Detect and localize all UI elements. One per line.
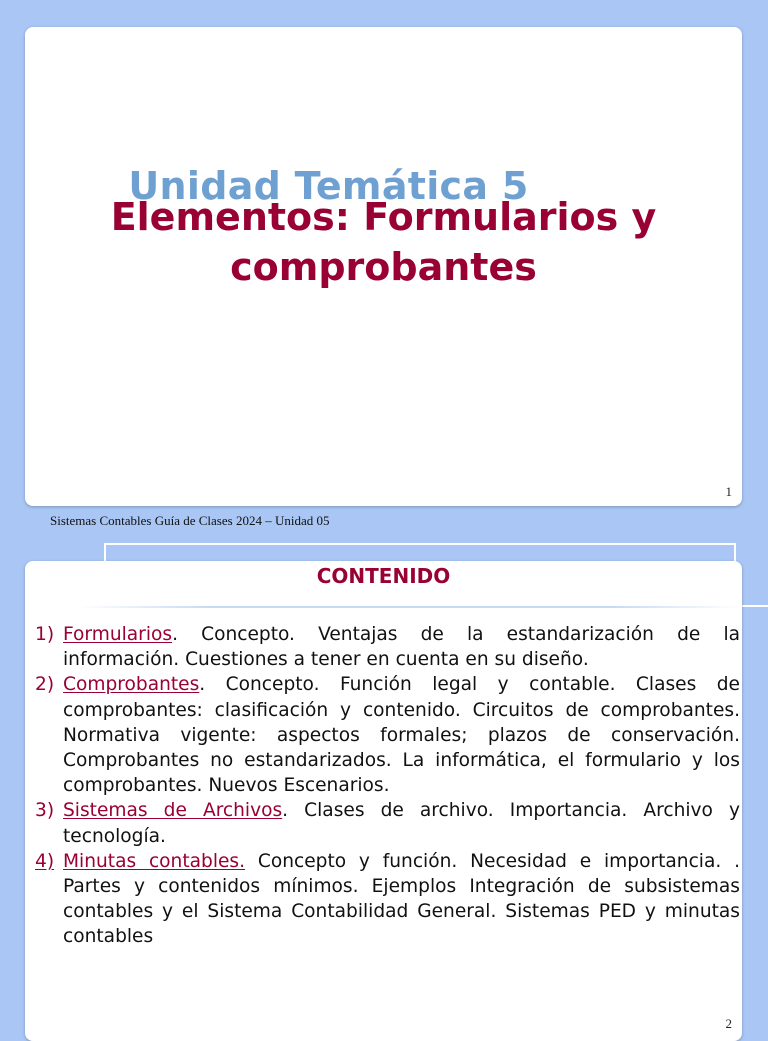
item-text: . Concepto. Ventajas de la estandarización de la información. Cuestiones a tener en cuenta en su diseño.	[63, 624, 740, 671]
item-text: Concepto y función. Necesidad e importancia. . Partes y contenidos mínimos. Ejemplos Integración de subsistemas contables y el Sistema Contabilidad General. Sistemas PED y minutas contables	[63, 850, 740, 948]
contenido-heading: CONTENIDO	[316, 564, 451, 588]
link-sistemas-de-archivos[interactable]: Sistemas de Archivos	[63, 800, 283, 822]
unit-subtitle	[25, 192, 742, 292]
footer-text: Sistemas Contables Guía de Clases 2024 – Unidad 05	[50, 513, 330, 528]
unit-subtitle-text: Elementos: Formularios y comprobantes	[110, 195, 657, 289]
item-text: . Clases de archivo. Importancia. Archivo y tecnología.	[63, 800, 740, 847]
slide-2	[25, 561, 742, 1041]
rule-extension	[742, 605, 768, 607]
item-number: 3)	[35, 800, 55, 822]
link-comprobantes[interactable]: Comprobantes	[63, 674, 200, 696]
link-minutas-contables[interactable]: Minutas contables.	[63, 850, 246, 872]
item-text: . Concepto. Función legal y contable. Clases de comprobantes: clasificación y contenido. Circuitos de comprobantes. Normativa vigente: aspectos formales; plazos de conservación. Comprobantes no estandarizados. La informática, el formulario y los comprobantes. Nuevos Escenarios.	[63, 674, 740, 797]
list-item	[35, 672, 740, 798]
list-item	[35, 622, 740, 672]
heading-rule	[78, 606, 742, 608]
unit-title: Unidad Temática 5	[128, 164, 529, 208]
item-number: 2)	[35, 674, 55, 696]
slide-2-page-number: 2	[725, 1016, 732, 1031]
contents-list	[35, 622, 740, 950]
link-formularios[interactable]: Formularios	[63, 624, 173, 645]
item-number: 4)	[35, 850, 55, 872]
slide-1-page-number: 1	[725, 484, 732, 499]
list-item	[35, 849, 740, 950]
list-item	[35, 798, 740, 848]
item-number: 1)	[35, 624, 55, 645]
slide-1	[25, 27, 742, 506]
